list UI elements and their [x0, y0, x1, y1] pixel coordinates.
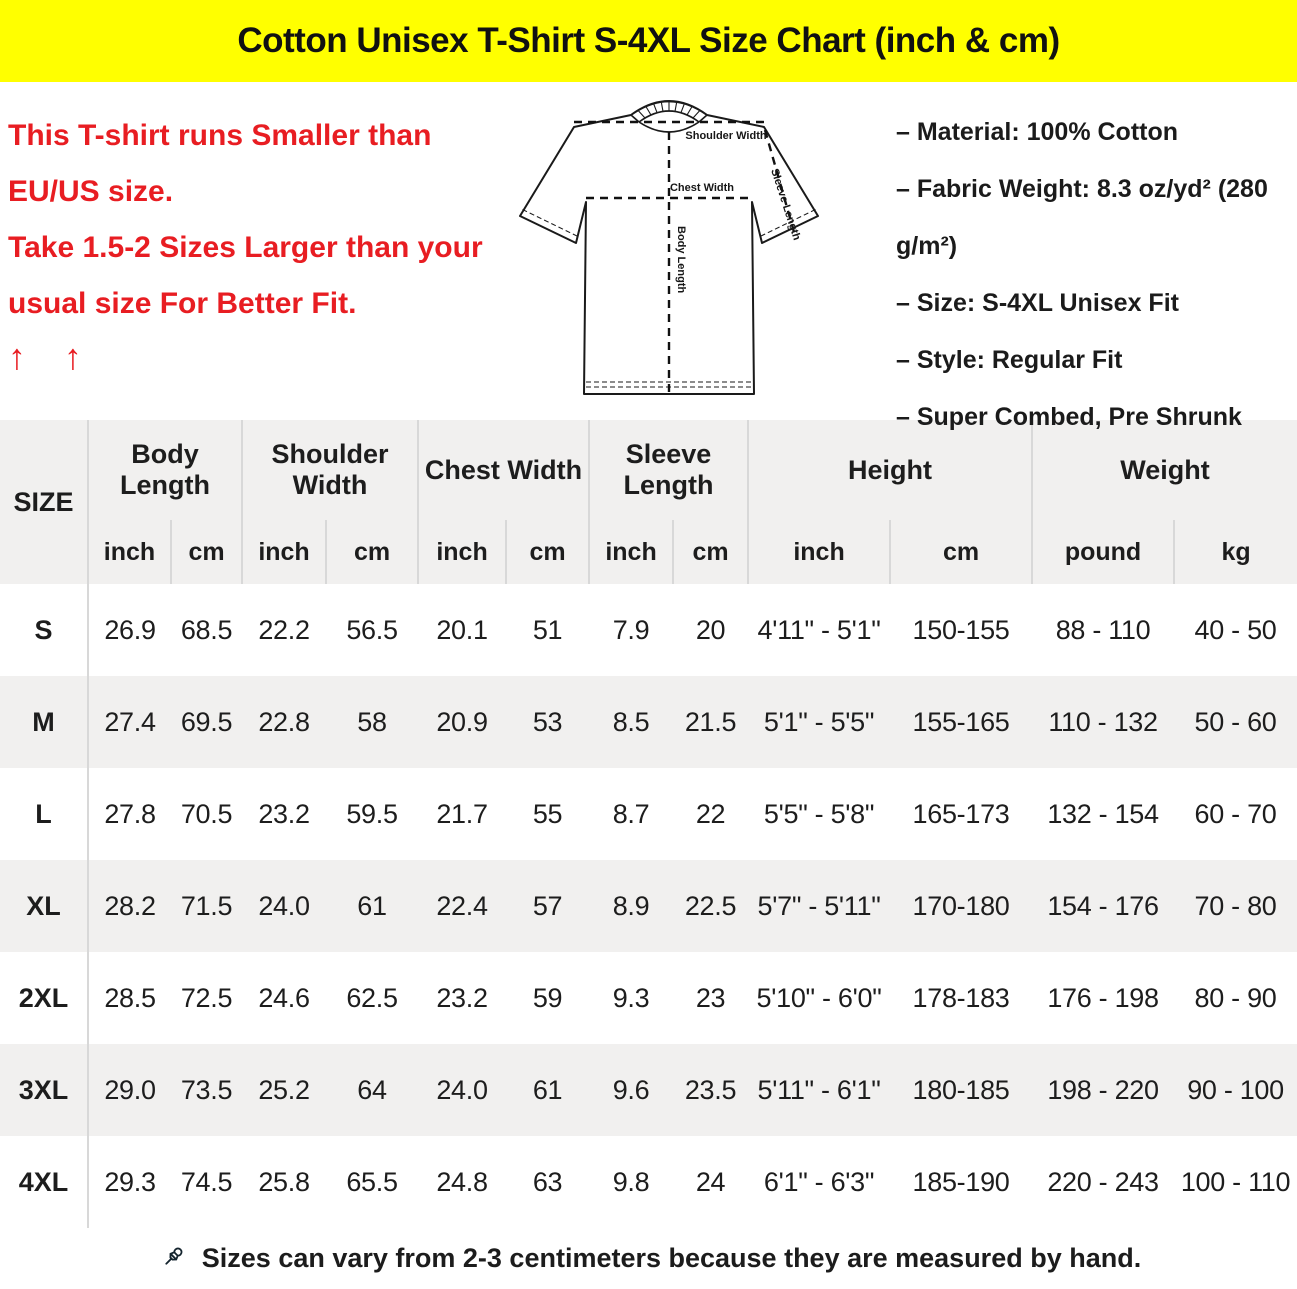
- cell: 80 - 90: [1194, 982, 1277, 1013]
- cell: 24: [695, 1166, 726, 1197]
- table-row-4xl: [0, 1136, 1297, 1228]
- cell: 27.8: [104, 798, 156, 829]
- unit-shoulder-cm: cm: [326, 520, 418, 584]
- col-header-height: Height: [748, 420, 1032, 520]
- size-label: 3XL: [0, 1044, 88, 1136]
- cell: 176 - 198: [1047, 982, 1159, 1013]
- cell: 23: [695, 982, 726, 1013]
- cell: 26.9: [104, 614, 156, 645]
- size-label: M: [0, 676, 88, 768]
- cell: 29.3: [104, 1166, 156, 1197]
- cell: 64: [357, 1074, 387, 1105]
- cell: 90 - 100: [1187, 1074, 1284, 1105]
- hand-measure-note-text: Sizes can vary from 2-3 centimeters because they are measured by hand.: [201, 1243, 1142, 1273]
- cell: 6'1" - 6'3": [763, 1166, 875, 1197]
- unit-sleeve-cm: cm: [673, 520, 748, 584]
- cell: 22.2: [258, 614, 310, 645]
- cell: 61: [532, 1074, 563, 1105]
- cell: 8.7: [612, 798, 650, 829]
- cell: 29.0: [104, 1074, 156, 1105]
- cell: 20.1: [436, 614, 488, 645]
- cell: 22.8: [258, 706, 310, 737]
- cell: 20.9: [436, 706, 488, 737]
- cell: 70 - 80: [1194, 890, 1277, 921]
- cell: 132 - 154: [1047, 798, 1159, 829]
- spec-size: – Size: S-4XL Unisex Fit: [896, 289, 1179, 317]
- cell: 25.2: [258, 1074, 310, 1105]
- sleeve-length-label: Sleeve Length: [768, 167, 803, 242]
- cell: 71.5: [180, 890, 233, 921]
- cell: 23.5: [684, 1074, 737, 1105]
- table-row-3xl: [0, 1044, 1297, 1136]
- shoulder-width-label: Shoulder Width: [685, 130, 767, 142]
- title-banner: [0, 0, 1297, 82]
- table-row-2xl: [0, 952, 1297, 1044]
- table-row-m: [0, 676, 1297, 768]
- cell: 165-173: [912, 798, 1010, 829]
- cell: 154 - 176: [1047, 890, 1159, 921]
- cell: 70.5: [180, 798, 233, 829]
- cell: 23.2: [258, 798, 310, 829]
- cell: 21.5: [684, 706, 737, 737]
- spec-material: – Material: 100% Cotton: [896, 118, 1179, 146]
- cell: 22.5: [684, 890, 737, 921]
- product-spec-list: [870, 82, 1297, 431]
- unit-body-inch: inch: [88, 520, 171, 584]
- cell: 20: [695, 614, 726, 645]
- cell: 9.8: [612, 1166, 650, 1197]
- size-label: 2XL: [0, 952, 88, 1044]
- cell: 59: [532, 982, 563, 1013]
- cell: 5'11" - 6'1": [757, 1074, 881, 1105]
- cell: 8.5: [612, 706, 650, 737]
- cell: 27.4: [104, 706, 156, 737]
- cell: 5'5" - 5'8": [763, 798, 875, 829]
- cell: 28.2: [104, 890, 156, 921]
- cell: 24.0: [436, 1074, 488, 1105]
- cell: 57: [532, 890, 563, 921]
- unit-height-inch: inch: [748, 520, 890, 584]
- col-header-sleeve-length: Sleeve Length: [589, 420, 748, 520]
- cell: 63: [532, 1166, 563, 1197]
- cell: 24.0: [258, 890, 310, 921]
- cell: 68.5: [180, 614, 233, 645]
- cell: 4'11" - 5'1": [757, 614, 881, 645]
- size-label: S: [0, 584, 88, 676]
- cell: 60 - 70: [1194, 798, 1277, 829]
- unit-sleeve-inch: inch: [589, 520, 673, 584]
- col-header-chest-width: Chest Width: [418, 420, 589, 520]
- cell: 150-155: [912, 614, 1010, 645]
- tshirt-measurement-diagram: [502, 82, 870, 420]
- cell: 24.6: [258, 982, 310, 1013]
- cell: 24.8: [436, 1166, 488, 1197]
- cell: 185-190: [912, 1166, 1010, 1197]
- cell: 7.9: [612, 614, 650, 645]
- header-unit-row: [0, 520, 1297, 584]
- spec-fabric-weight: – Fabric Weight: 8.3 oz/yd² (280 g/m²): [896, 175, 1268, 260]
- tshirt-diagram-icon: [510, 86, 862, 416]
- cell: 53: [532, 706, 563, 737]
- cell: 58: [357, 706, 387, 737]
- size-label: L: [0, 768, 88, 860]
- cell: 65.5: [346, 1166, 398, 1197]
- cell: 9.6: [612, 1074, 650, 1105]
- spec-style: – Style: Regular Fit: [896, 346, 1123, 374]
- cell: 5'10" - 6'0": [756, 982, 882, 1013]
- chest-width-label: Chest Width: [669, 182, 735, 194]
- cell: 59.5: [346, 798, 398, 829]
- cell: 155-165: [912, 706, 1010, 737]
- cell: 198 - 220: [1047, 1074, 1159, 1105]
- cell: 22: [695, 798, 726, 829]
- body-length-label: Body Length: [675, 226, 687, 294]
- cell: 28.5: [104, 982, 156, 1013]
- fit-notice: [0, 82, 502, 420]
- size-label: 4XL: [0, 1136, 88, 1228]
- cell: 62.5: [346, 982, 398, 1013]
- cell: 61: [357, 890, 387, 921]
- cell: 40 - 50: [1194, 614, 1277, 645]
- table-row-s: [0, 584, 1297, 676]
- cell: 21.7: [436, 798, 488, 829]
- cell: 51: [532, 614, 563, 645]
- unit-weight-kg: kg: [1174, 520, 1297, 584]
- size-label: XL: [0, 860, 88, 952]
- table-row-l: [0, 768, 1297, 860]
- pushpin-icon: [156, 1242, 190, 1276]
- unit-chest-inch: inch: [418, 520, 506, 584]
- size-chart-table: [0, 420, 1297, 1228]
- cell: 170-180: [912, 890, 1010, 921]
- cell: 72.5: [180, 982, 233, 1013]
- cell: 178-183: [912, 982, 1010, 1013]
- cell: 100 - 110: [1180, 1166, 1291, 1197]
- unit-shoulder-inch: inch: [242, 520, 326, 584]
- col-header-body-length: Body Length: [88, 420, 242, 520]
- unit-body-cm: cm: [171, 520, 242, 584]
- col-header-weight: Weight: [1032, 420, 1297, 520]
- cell: 22.4: [436, 890, 488, 921]
- cell: 56.5: [346, 614, 398, 645]
- page-title: Cotton Unisex T-Shirt S-4XL Size Chart (inch & cm): [237, 21, 1060, 60]
- cell: 23.2: [436, 982, 488, 1013]
- spec-finish: – Super Combed, Pre Shrunk: [896, 403, 1242, 431]
- cell: 180-185: [912, 1074, 1010, 1105]
- cell: 5'7" - 5'11": [757, 890, 881, 921]
- cell: 25.8: [258, 1166, 310, 1197]
- col-header-size: SIZE: [0, 420, 88, 584]
- cell: 88 - 110: [1055, 614, 1151, 645]
- cell: 73.5: [180, 1074, 233, 1105]
- info-section: [0, 82, 1297, 431]
- cell: 50 - 60: [1194, 706, 1277, 737]
- unit-height-cm: cm: [890, 520, 1032, 584]
- up-arrows-icon: ↑ ↑: [8, 336, 97, 377]
- cell: 8.9: [612, 890, 650, 921]
- fit-notice-line-1: This T-shirt runs Smaller than EU/US size.: [8, 119, 432, 208]
- unit-chest-cm: cm: [506, 520, 589, 584]
- cell: 55: [532, 798, 563, 829]
- cell: 110 - 132: [1048, 706, 1158, 737]
- table-row-xl: [0, 860, 1297, 952]
- cell: 5'1" - 5'5": [763, 706, 875, 737]
- cell: 220 - 243: [1047, 1166, 1159, 1197]
- unit-weight-pound: pound: [1032, 520, 1174, 584]
- cell: 69.5: [180, 706, 233, 737]
- col-header-shoulder-width: Shoulder Width: [242, 420, 418, 520]
- fit-notice-line-2: Take 1.5-2 Sizes Larger than your usual size For Better Fit.: [8, 231, 483, 320]
- cell: 74.5: [180, 1166, 233, 1197]
- cell: 9.3: [612, 982, 650, 1013]
- hand-measure-note: [0, 1228, 1297, 1289]
